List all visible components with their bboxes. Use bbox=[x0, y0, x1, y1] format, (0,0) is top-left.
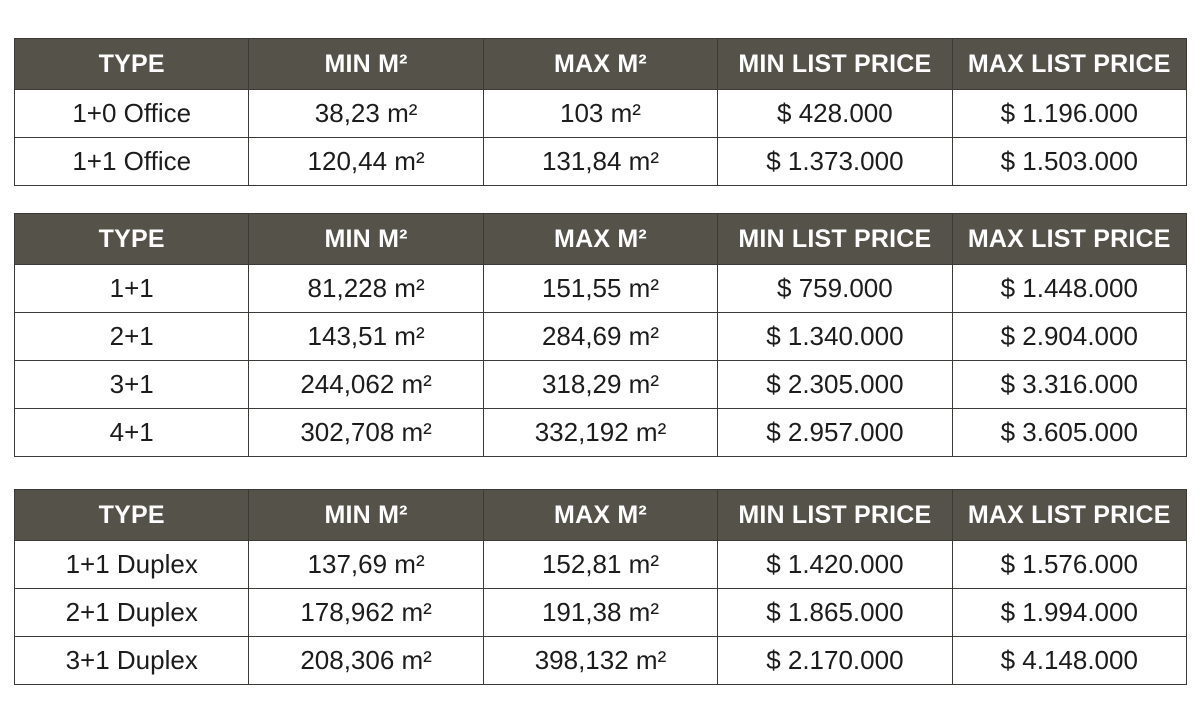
cell-min-area: 244,062 m² bbox=[249, 361, 483, 409]
cell-min-area: 208,306 m² bbox=[249, 637, 483, 685]
office-price-table bbox=[14, 38, 1187, 186]
cell-max-list-price: $ 4.148.000 bbox=[952, 637, 1186, 685]
header-max-area: MAX M² bbox=[483, 214, 717, 265]
cell-min-list-price: $ 1.865.000 bbox=[718, 589, 952, 637]
table-row bbox=[15, 138, 1187, 186]
table-row bbox=[15, 589, 1187, 637]
header-max-list-price: MAX LIST PRICE bbox=[952, 490, 1186, 541]
cell-type: 4+1 bbox=[15, 409, 249, 457]
cell-max-list-price: $ 1.503.000 bbox=[952, 138, 1186, 186]
header-max-area: MAX M² bbox=[483, 39, 717, 90]
table-row bbox=[15, 541, 1187, 589]
cell-type: 3+1 bbox=[15, 361, 249, 409]
cell-type: 1+1 Office bbox=[15, 138, 249, 186]
duplex-price-table bbox=[14, 489, 1187, 685]
header-min-list-price: MIN LIST PRICE bbox=[718, 39, 952, 90]
cell-type: 2+1 Duplex bbox=[15, 589, 249, 637]
cell-max-area: 191,38 m² bbox=[483, 589, 717, 637]
table-row bbox=[15, 361, 1187, 409]
header-min-area: MIN M² bbox=[249, 490, 483, 541]
cell-max-area: 332,192 m² bbox=[483, 409, 717, 457]
header-min-list-price: MIN LIST PRICE bbox=[718, 214, 952, 265]
cell-min-list-price: $ 1.420.000 bbox=[718, 541, 952, 589]
cell-min-list-price: $ 759.000 bbox=[718, 265, 952, 313]
cell-min-list-price: $ 1.373.000 bbox=[718, 138, 952, 186]
header-max-list-price: MAX LIST PRICE bbox=[952, 214, 1186, 265]
table-row bbox=[15, 90, 1187, 138]
table-row bbox=[15, 265, 1187, 313]
cell-max-list-price: $ 1.196.000 bbox=[952, 90, 1186, 138]
header-type: TYPE bbox=[15, 490, 249, 541]
header-max-area: MAX M² bbox=[483, 490, 717, 541]
cell-min-area: 302,708 m² bbox=[249, 409, 483, 457]
table-header-row bbox=[15, 214, 1187, 265]
cell-max-list-price: $ 1.576.000 bbox=[952, 541, 1186, 589]
cell-min-area: 81,228 m² bbox=[249, 265, 483, 313]
table-header-row bbox=[15, 39, 1187, 90]
cell-type: 1+0 Office bbox=[15, 90, 249, 138]
cell-min-area: 137,69 m² bbox=[249, 541, 483, 589]
cell-min-list-price: $ 1.340.000 bbox=[718, 313, 952, 361]
residence-price-table bbox=[14, 213, 1187, 457]
table-row bbox=[15, 313, 1187, 361]
cell-max-area: 152,81 m² bbox=[483, 541, 717, 589]
cell-max-area: 284,69 m² bbox=[483, 313, 717, 361]
cell-max-list-price: $ 1.994.000 bbox=[952, 589, 1186, 637]
cell-max-list-price: $ 3.316.000 bbox=[952, 361, 1186, 409]
header-min-area: MIN M² bbox=[249, 214, 483, 265]
cell-type: 1+1 Duplex bbox=[15, 541, 249, 589]
cell-max-area: 398,132 m² bbox=[483, 637, 717, 685]
cell-min-list-price: $ 2.957.000 bbox=[718, 409, 952, 457]
cell-max-list-price: $ 1.448.000 bbox=[952, 265, 1186, 313]
cell-max-area: 103 m² bbox=[483, 90, 717, 138]
cell-type: 1+1 bbox=[15, 265, 249, 313]
table-header-row bbox=[15, 490, 1187, 541]
header-type: TYPE bbox=[15, 214, 249, 265]
cell-min-area: 38,23 m² bbox=[249, 90, 483, 138]
cell-max-area: 318,29 m² bbox=[483, 361, 717, 409]
cell-min-area: 178,962 m² bbox=[249, 589, 483, 637]
cell-min-area: 120,44 m² bbox=[249, 138, 483, 186]
cell-min-list-price: $ 428.000 bbox=[718, 90, 952, 138]
cell-max-list-price: $ 2.904.000 bbox=[952, 313, 1186, 361]
cell-min-list-price: $ 2.305.000 bbox=[718, 361, 952, 409]
header-min-list-price: MIN LIST PRICE bbox=[718, 490, 952, 541]
header-min-area: MIN M² bbox=[249, 39, 483, 90]
header-max-list-price: MAX LIST PRICE bbox=[952, 39, 1186, 90]
table-row bbox=[15, 409, 1187, 457]
cell-max-area: 131,84 m² bbox=[483, 138, 717, 186]
table-row bbox=[15, 637, 1187, 685]
cell-min-area: 143,51 m² bbox=[249, 313, 483, 361]
header-type: TYPE bbox=[15, 39, 249, 90]
cell-max-list-price: $ 3.605.000 bbox=[952, 409, 1186, 457]
cell-type: 2+1 bbox=[15, 313, 249, 361]
cell-type: 3+1 Duplex bbox=[15, 637, 249, 685]
cell-min-list-price: $ 2.170.000 bbox=[718, 637, 952, 685]
cell-max-area: 151,55 m² bbox=[483, 265, 717, 313]
